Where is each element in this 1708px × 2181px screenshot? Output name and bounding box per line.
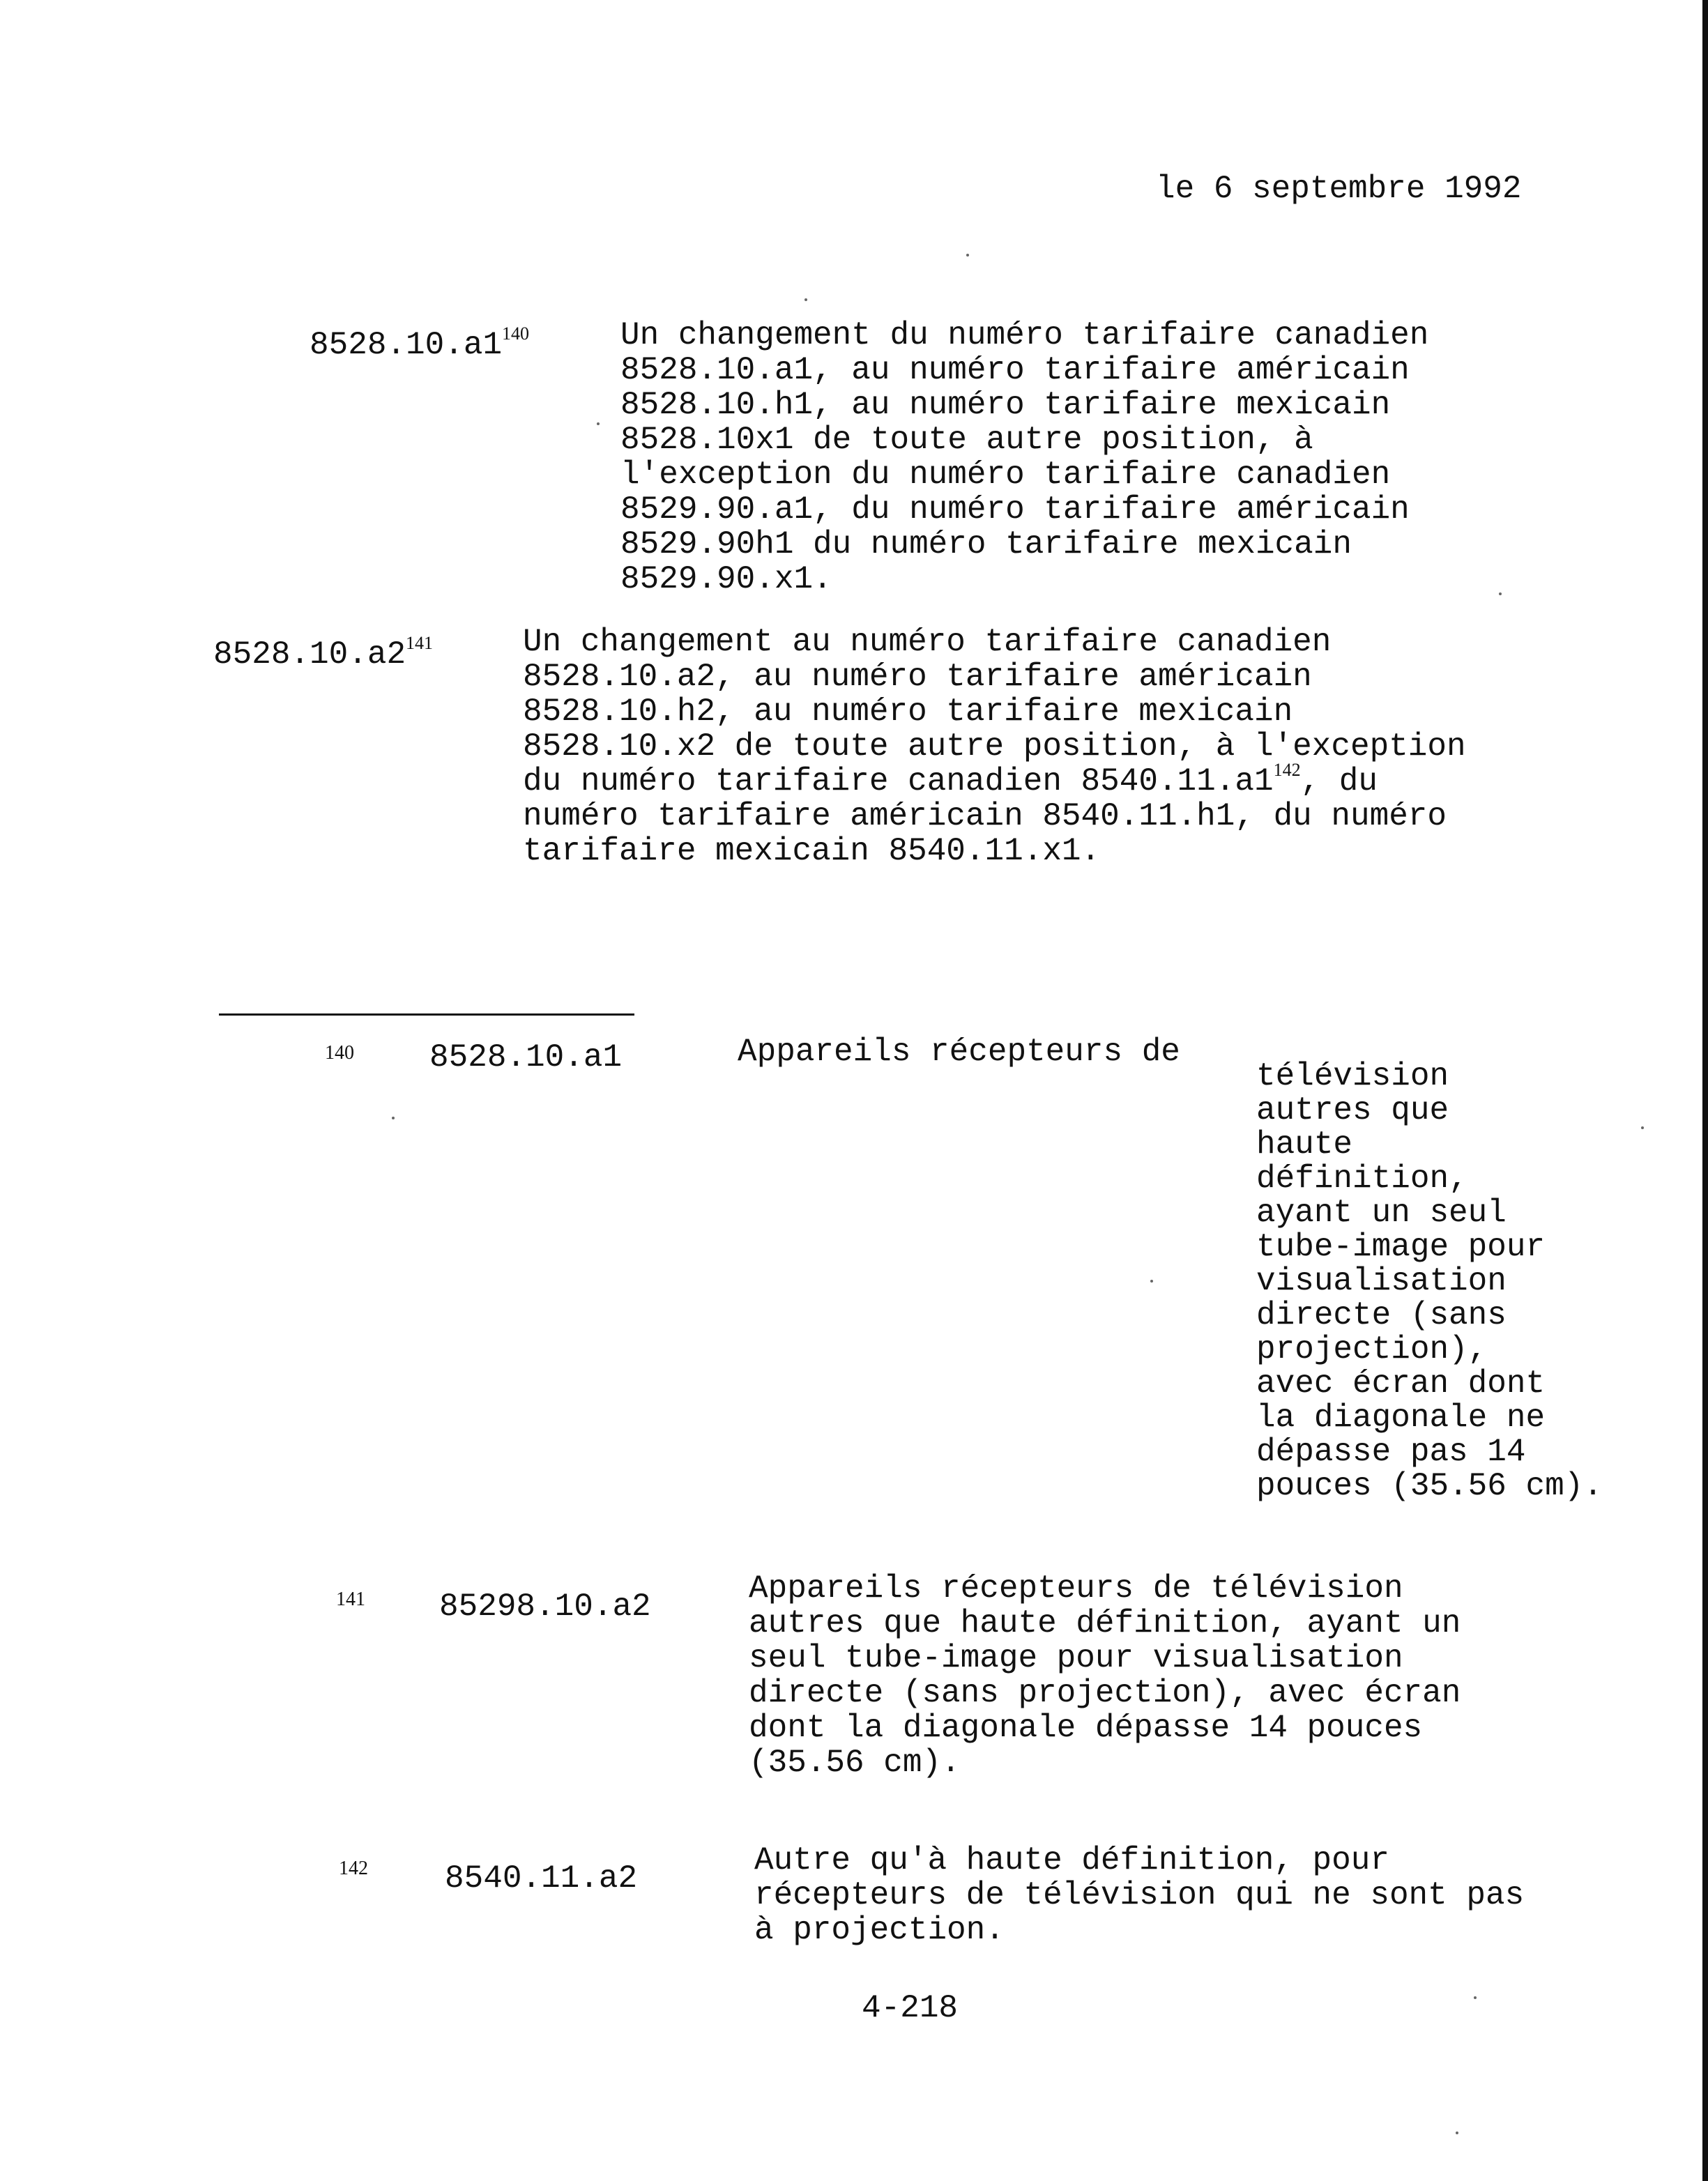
document-date: le 6 septembre 1992 <box>1156 171 1522 207</box>
scan-speck <box>1474 1996 1477 1999</box>
text-line: 8529.90.a1, du numéro tarifaire américain <box>620 491 1410 528</box>
text-line: Appareils récepteurs de télévision <box>749 1570 1403 1607</box>
scan-speck <box>805 298 807 301</box>
footnote-number-141: 141 <box>336 1589 365 1610</box>
text-line: (35.56 cm). <box>749 1745 961 1781</box>
footnote-text-142 <box>754 1843 1524 1947</box>
text-line: ayant un seul <box>1256 1195 1507 1231</box>
text-line: Un changement du numéro tarifaire canadien <box>620 317 1429 353</box>
text-line: 8528.10.h1, au numéro tarifaire mexicain <box>620 387 1391 423</box>
text-line: haute <box>1256 1126 1353 1163</box>
text-line: récepteurs de télévision qui ne sont pas <box>754 1877 1525 1913</box>
text-line: pouces (35.56 cm). <box>1256 1468 1603 1504</box>
text-line: dépasse pas 14 <box>1256 1434 1526 1470</box>
footnote-code-142: 8540.11.a2 <box>445 1860 638 1897</box>
text-line: autres que <box>1256 1092 1449 1128</box>
rule-code-8528-10-a1: $8528.10.a1^{140}$ <box>310 323 530 363</box>
text-line: télévision <box>1256 1058 1449 1094</box>
text-line: directe (sans <box>1256 1297 1507 1333</box>
footnote-text-140 <box>1256 1059 1603 1503</box>
footnote-ref-140: 140 <box>502 323 530 344</box>
text-line: Autre qu'à haute définition, pour <box>754 1842 1389 1878</box>
text-line: 8528.10.a2, au numéro tarifaire américain <box>523 659 1312 695</box>
text-line: du numéro tarifaire canadien $8540.11.a1^{142}$, du <box>523 760 1378 799</box>
footnote-ref-141: 141 <box>406 633 434 653</box>
scan-edge-border <box>1702 0 1708 2181</box>
text-line: 8528.10.a1, au numéro tarifaire américain <box>620 352 1410 388</box>
text-line: définition, <box>1256 1161 1468 1197</box>
text-line: avec écran dont <box>1256 1365 1546 1402</box>
scan-speck <box>597 422 600 425</box>
text-line: numéro tarifaire américain 8540.11.h1, du numéro <box>523 798 1447 834</box>
rule-text-8528-10-a1 <box>620 318 1428 597</box>
text-line: Un changement au numéro tarifaire canadien <box>523 624 1332 660</box>
text-line: l'exception du numéro tarifaire canadien <box>620 457 1391 493</box>
scan-speck <box>1499 592 1502 595</box>
text-line: directe (sans projection), avec écran <box>749 1675 1461 1711</box>
text-line: la diagonale ne <box>1256 1400 1546 1436</box>
footnote-text-141 <box>749 1571 1461 1780</box>
scan-speck <box>1641 1126 1644 1129</box>
scan-speck <box>1456 2132 1458 2134</box>
text-line: 8529.90.x1. <box>620 561 832 597</box>
text-line: 8529.90h1 du numéro tarifaire mexicain <box>620 526 1352 563</box>
footnote-code-140: 8528.10.a1 <box>429 1039 623 1076</box>
text-line: dont la diagonale dépasse 14 pouces <box>749 1710 1423 1746</box>
text-line: tube-image pour <box>1256 1229 1546 1265</box>
footnote-first-line-140: Appareils récepteurs de <box>738 1034 1180 1070</box>
footnote-ref-142: 142 <box>1273 760 1301 780</box>
scan-speck <box>392 1117 395 1119</box>
text-line: autres que haute définition, ayant un <box>749 1605 1461 1642</box>
text-line: 8528.10x1 de toute autre position, à <box>620 422 1313 458</box>
text-line: tarifaire mexicain 8540.11.x1. <box>523 833 1101 869</box>
footnote-separator <box>219 1013 634 1016</box>
text-line: visualisation <box>1256 1263 1507 1299</box>
footnote-number-142: 142 <box>339 1858 368 1879</box>
scan-speck <box>966 254 969 257</box>
rule-text-8528-10-a2 <box>523 625 1466 868</box>
text-line: seul tube-image pour visualisation <box>749 1640 1403 1676</box>
page-number: 4-218 <box>862 1990 959 2026</box>
scan-speck <box>1150 1280 1153 1283</box>
text-line: à projection. <box>754 1912 1005 1948</box>
footnote-code-141: 85298.10.a2 <box>439 1589 651 1625</box>
text-line: 8528.10.x2 de toute autre position, à l'exception <box>523 728 1466 765</box>
footnote-number-140: 140 <box>325 1042 354 1064</box>
text-line: projection), <box>1256 1331 1488 1368</box>
rule-code-8528-10-a2: $8528.10.a2^{141}$ <box>213 633 434 673</box>
text-line: 8528.10.h2, au numéro tarifaire mexicain <box>523 694 1293 730</box>
